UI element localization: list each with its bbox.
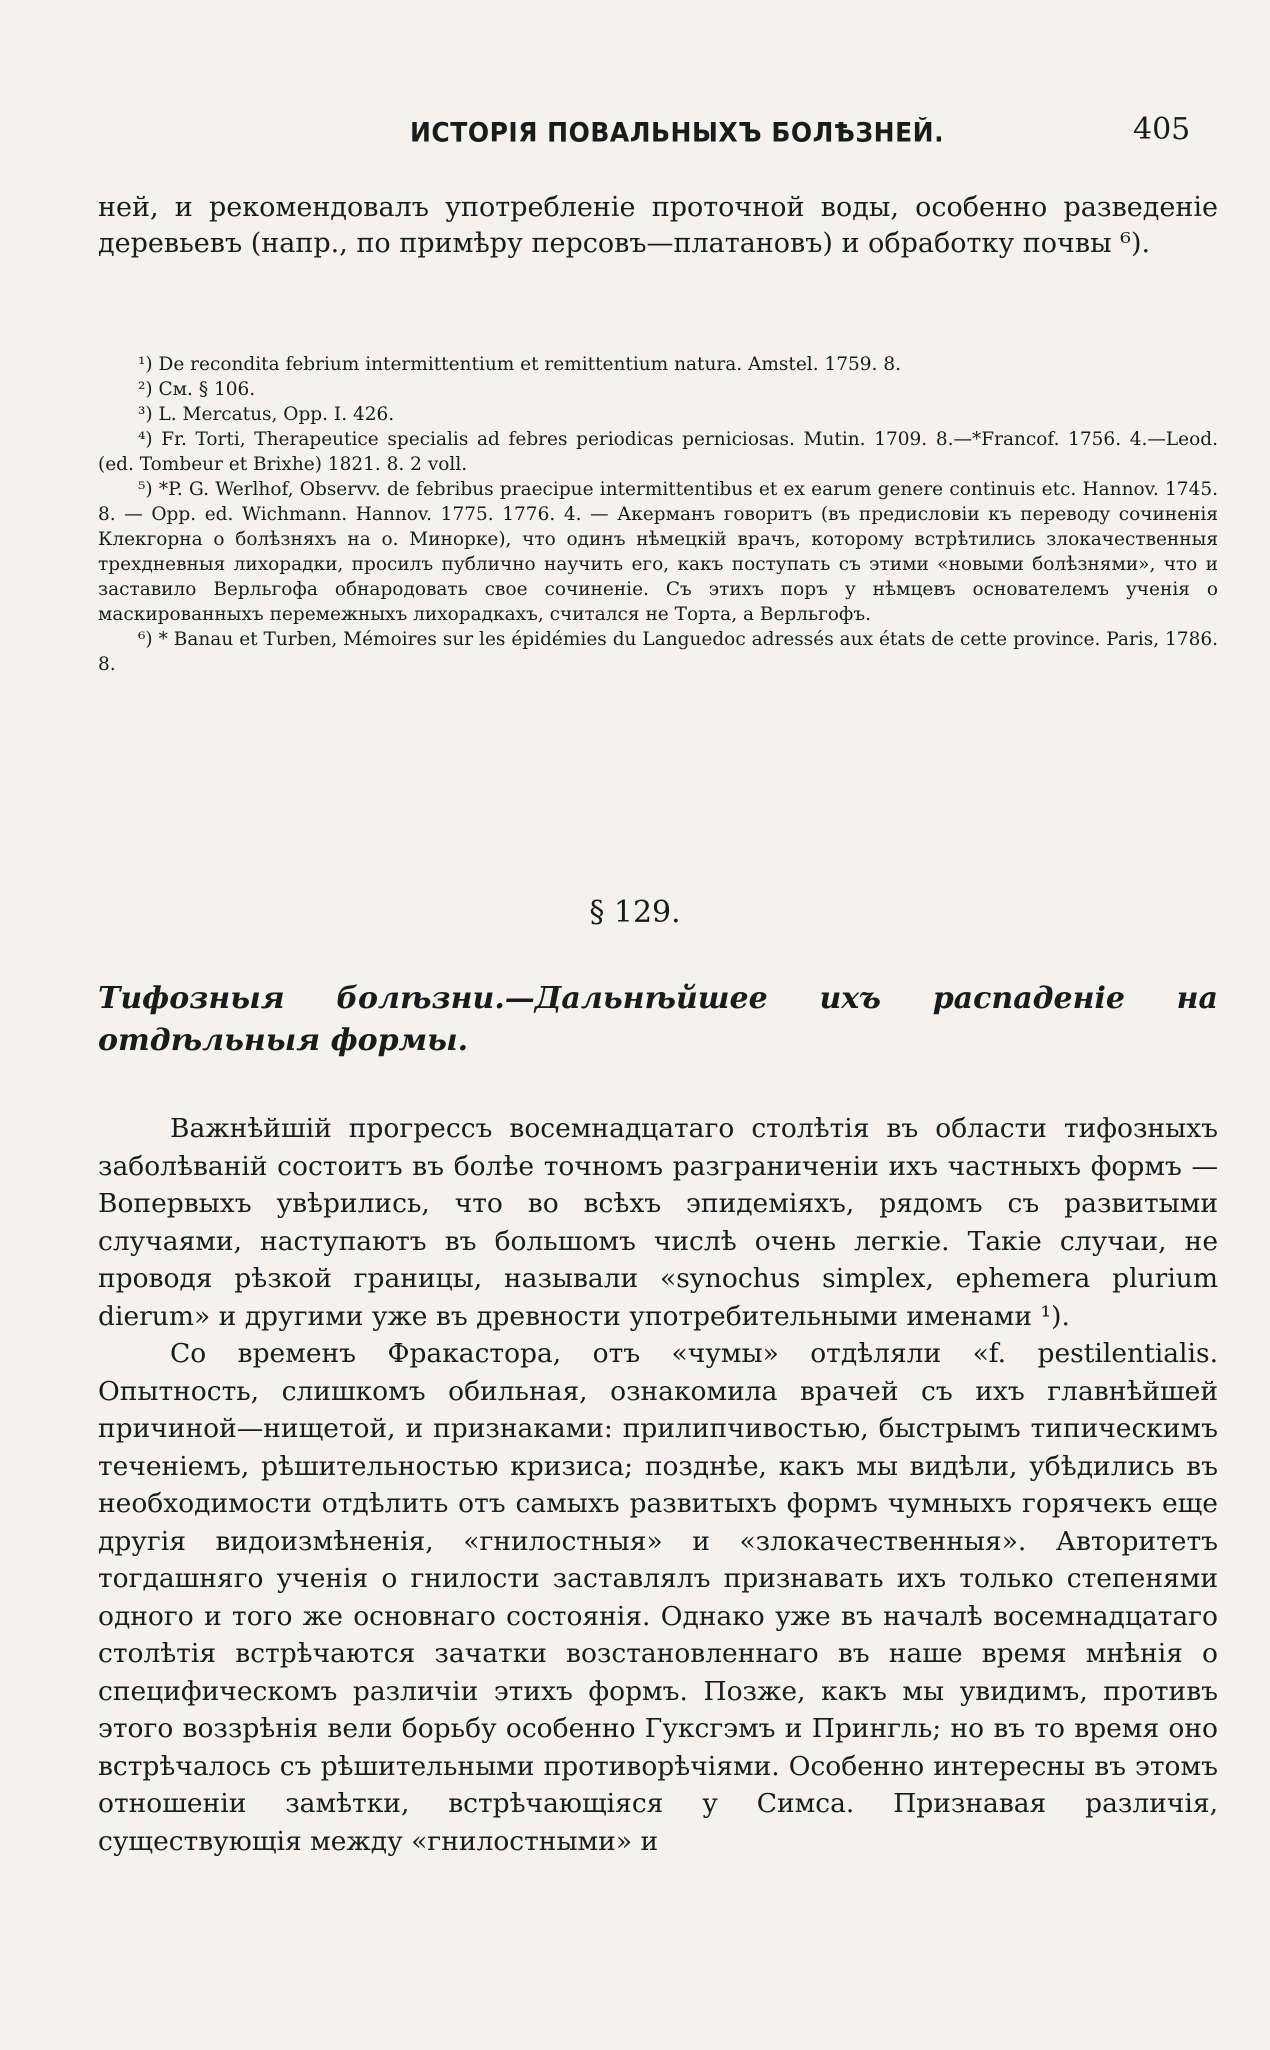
footnote-1: ¹) De recondita febrium intermittentium et remittentium natura. Amstel. 1759. 8. — [138, 354, 901, 375]
footnote-3: ³) L. Mercatus, Opp. I. 426. — [138, 404, 395, 425]
footnote-4: ⁴) Fr. Torti, Therapeutice specialis ad febres periodicas perniciosas. Mutin. 1709. 8.—*Francof. 1756. 4.—Leod. (ed. Tombeur et Brixhe) 1821. 8. 2 voll. — [98, 429, 1218, 475]
footnote-5: ⁵) *P. G. Werlhof, Observv. de febribus praecipue intermittentibus et ex earum genere continuis etc. Hannov. 1745. 8. — Opp. ed. Wichmann. Hannov. 1775. 1776. 4. — Акерманъ говоритъ (въ предисловіи къ переводу сочиненія Клекгорна о болѣзняхъ на о. Минорке), что одинъ нѣмецкій врачъ, которому встрѣтились злокачественныя трехдневныя лихорадки, просилъ публично научить его, какъ поступать съ этими «новыми болѣзнями», что и заставило Верльгофа обнародовать свое сочиненіе. Съ этихъ поръ у нѣмцевъ основателемъ ученія о маскированныхъ перемежныхъ лихорадкахъ, считался не Торта, а Верльгофъ. — [98, 479, 1218, 625]
body-paragraph-1: Важнѣйшій прогрессъ восемнадцатаго столѣтія въ области тифозныхъ заболѣваній состоитъ въ болѣе точномъ разграниченіи ихъ частныхъ формъ — Вопервыхъ увѣрились, что во всѣхъ эпидеміяхъ, рядомъ съ развитыми случаями, наступаютъ въ большомъ числѣ очень легкіе. Такіе случаи, не проводя рѣзкой границы, называли «synochus simplex, ephemera plurium dierum» и другими уже въ древности употребительными именами ¹). — [98, 1113, 1218, 1332]
page-header — [0, 112, 1270, 158]
footnote-6: ⁶) * Banau et Turben, Mémoires sur les épidémies du Languedoc adressés aux états de cette province. Paris, 1786. 8. — [98, 629, 1218, 675]
running-title: ИСТОРІЯ ПОВАЛЬНЫХЪ БОЛѢЗНЕЙ. — [410, 117, 945, 148]
intro-paragraph: ней, и рекомендовалъ употребленіе проточной воды, особенно разведеніе деревьевъ (напр., по примѣру персовъ—платановъ) и обработку почвы ⁶). — [98, 192, 1218, 259]
footnote-2: ²) См. § 106. — [138, 379, 256, 400]
section-number: § 129. — [589, 895, 681, 930]
section-body — [98, 1110, 1218, 1860]
body-paragraph-2: Со временъ Фракастора, отъ «чумы» отдѣляли «f. pestilentialis. Опытность, слишкомъ обильная, ознакомила врачей съ ихъ главнѣйшей причиной—нищетой, и признаками: прилипчивостью, быстрымъ типическимъ теченіемъ, рѣшительностью кризиса; позднѣе, какъ мы видѣли, убѣдились въ необходимости отдѣлить отъ самыхъ развитыхъ формъ чумныхъ горячекъ еще другія видоизмѣненія, «гнилостныя» и «злокачественныя». Авторитетъ тогдашняго ученія о гнилости заставлялъ признавать ихъ только степенями одного и того же основнаго состоянія. Однако уже въ началѣ восемнадцатаго столѣтія встрѣчаются зачатки возстановленнаго въ наше время мнѣнія о специфическомъ различіи этихъ формъ. Позже, какъ мы увидимъ, противъ этого воззрѣнія вели борьбу особенно Гуксгэмъ и Прингль; но въ то время оно встрѣчалось съ рѣшительными противорѣчіями. Особенно интересны въ этомъ отношеніи замѣтки, встрѣчающіяся у Симса. Признавая различія, существующія между «гнилостными» и — [98, 1338, 1218, 1857]
footnotes — [98, 352, 1218, 677]
section-title: Тифозныя болѣзни.—Дальнѣйшее ихъ распаденіе на отдѣльныя формы. — [98, 981, 1218, 1058]
page-number: 405 — [1133, 112, 1191, 147]
